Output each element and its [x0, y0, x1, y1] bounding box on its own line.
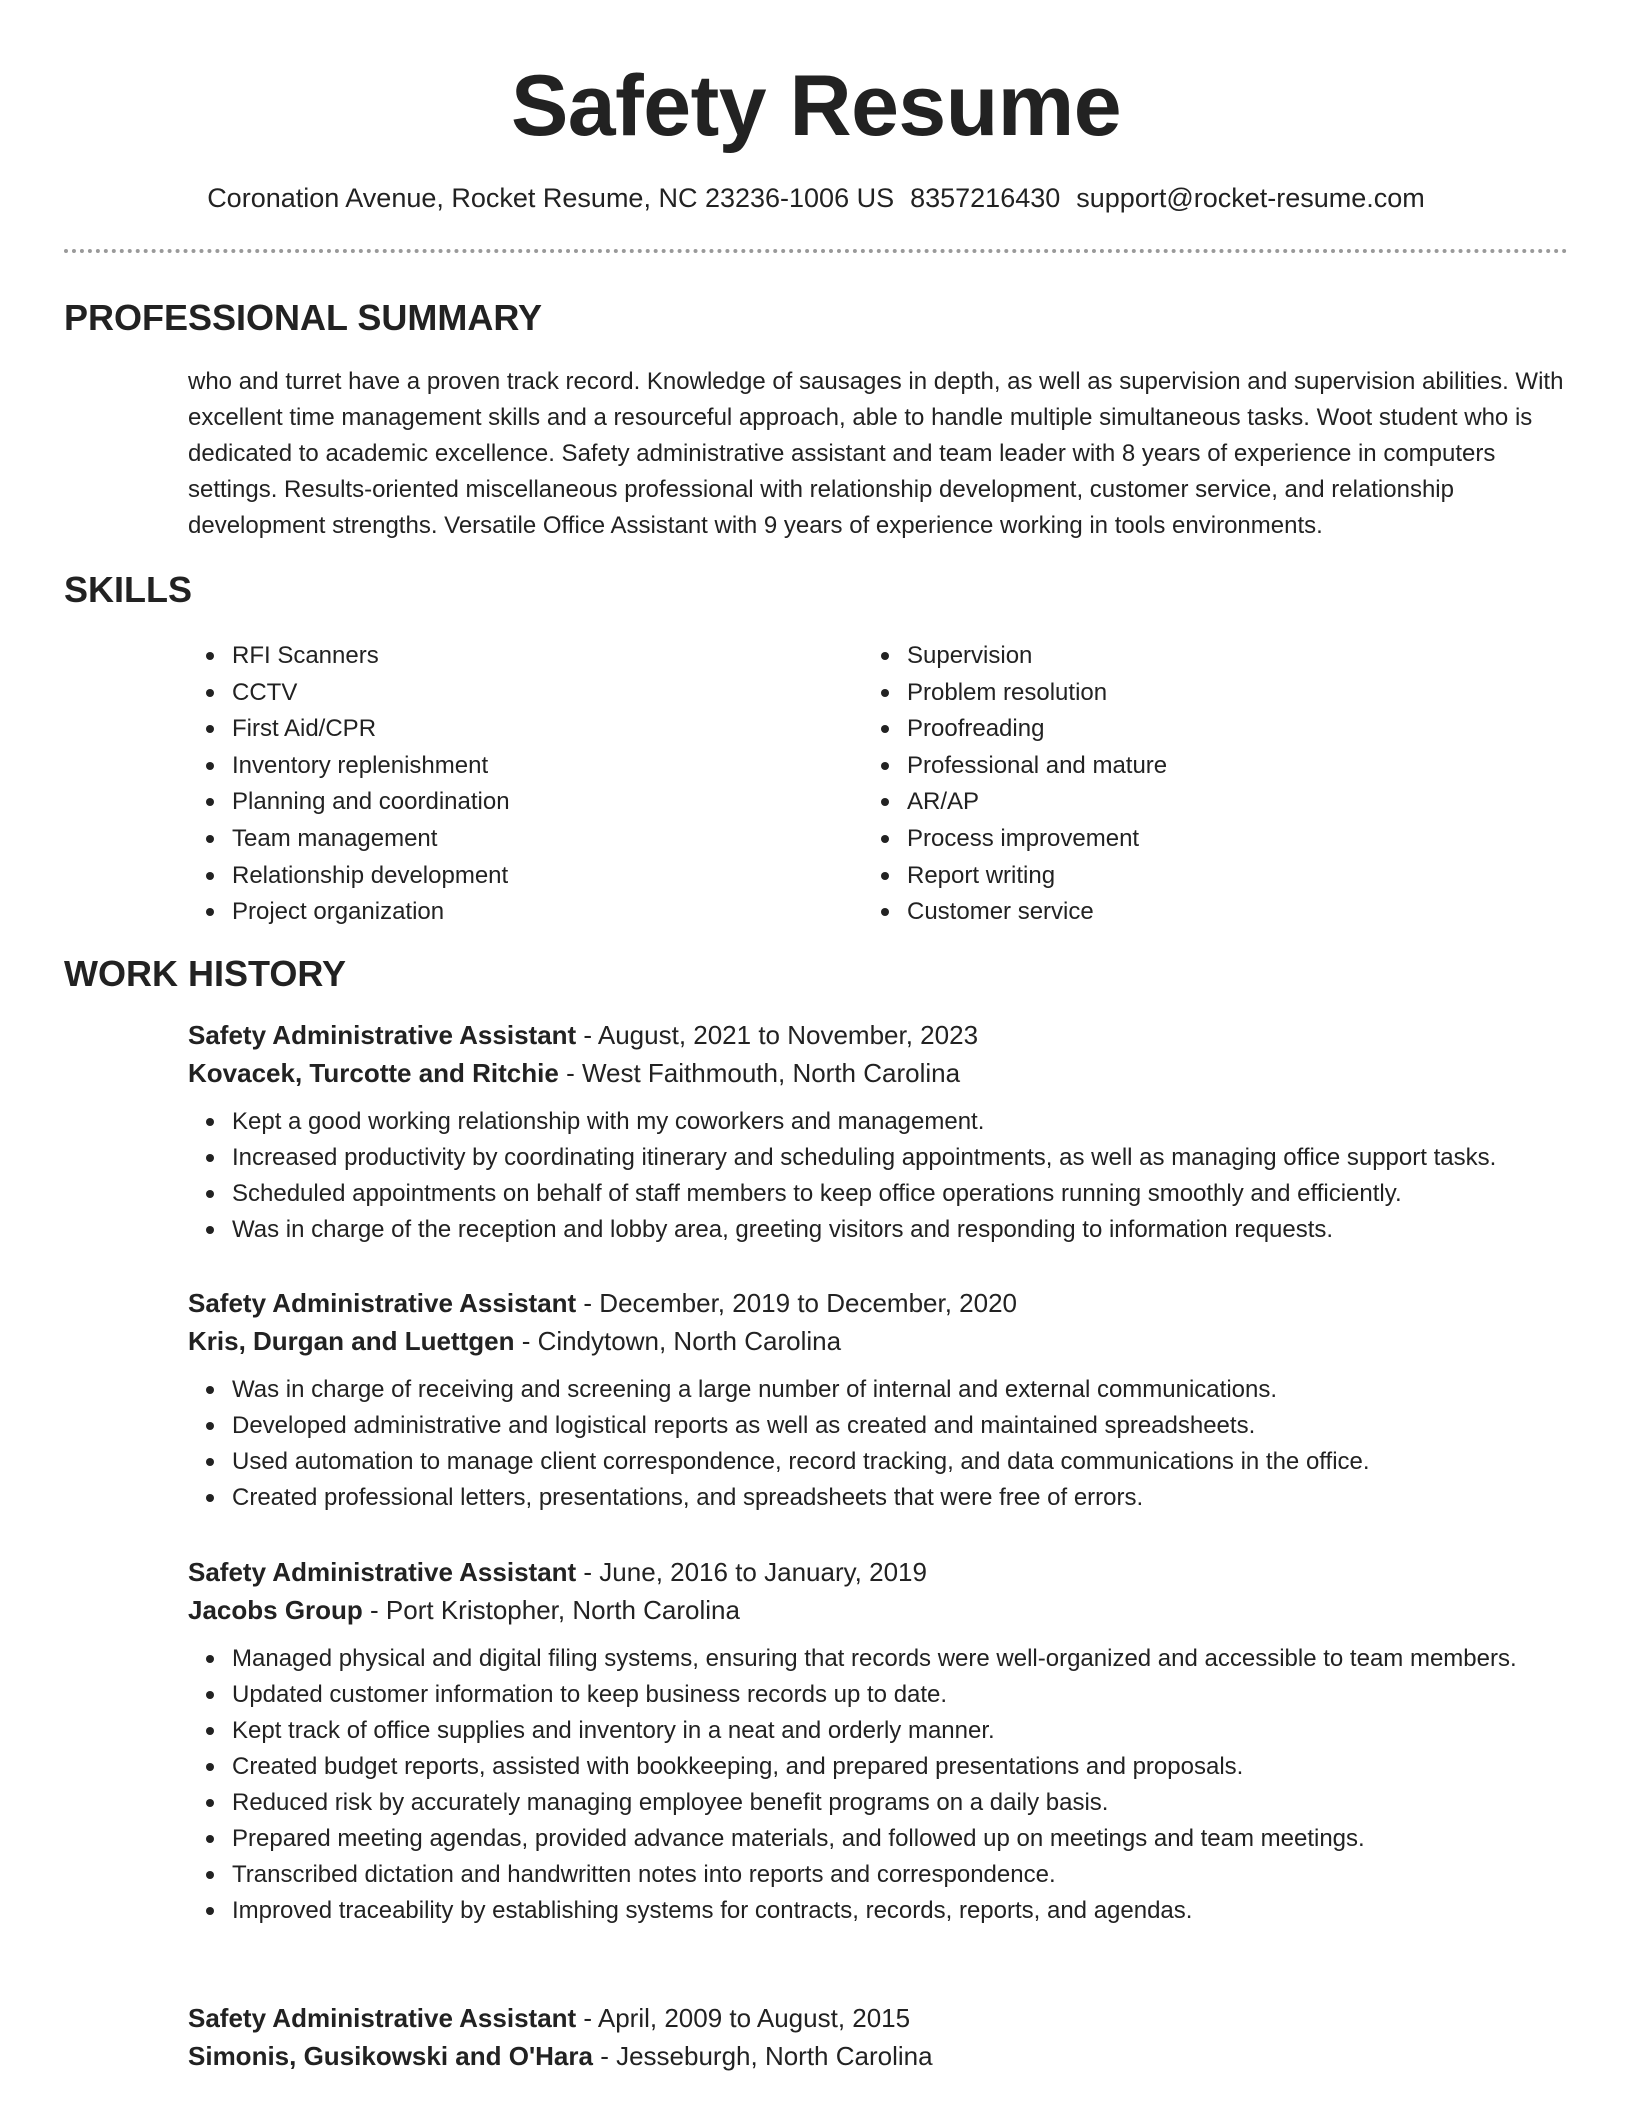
job-bullet: Scheduled appointments on behalf of staff members to keep office operations running smoothly and efficiently.: [188, 1176, 1568, 1212]
job-bullets: [188, 1104, 1568, 1248]
job-company-line: [188, 1591, 1568, 1629]
job-role: Safety Administrative Assistant: [188, 1020, 577, 1050]
skill-item: AR/AP: [863, 784, 1523, 821]
job-bullet: Kept a good working relationship with my coworkers and management.: [188, 1104, 1568, 1140]
summary-text: who and turret have a proven track record. Knowledge of sausages in depth, as well as supervision and supervision abilities. With excellent time management skills and a resourceful approach, able to handle multiple simultaneous tasks. Woot student who is dedicated to academic excellence. Safety administrative assistant and team leader with 8 years of experience in computers settings. Results-oriented miscellaneous professional with relationship development, customer service, and relationship development strengths. Versatile Office Assistant with 9 years of experience working in tools environments.: [188, 368, 1564, 539]
skill-item: Professional and mature: [863, 748, 1523, 785]
contact-phone[interactable]: 8357216430: [910, 183, 1061, 213]
job-bullet: Was in charge of the reception and lobby area, greeting visitors and responding to information requests.: [188, 1212, 1568, 1248]
job-dates: - June, 2016 to January, 2019: [576, 1557, 927, 1587]
section-title-summary: PROFESSIONAL SUMMARY: [64, 297, 543, 338]
section-title-work-history: WORK HISTORY: [64, 953, 347, 994]
contact-address: Coronation Avenue, Rocket Resume, NC 23236-1006 US: [207, 183, 895, 213]
job-bullet: Created professional letters, presentations, and spreadsheets that were free of errors.: [188, 1480, 1568, 1516]
job-entry: [188, 1999, 1568, 2075]
job-dates: - August, 2021 to November, 2023: [576, 1020, 979, 1050]
skill-item: First Aid/CPR: [188, 711, 848, 748]
job-company: Kris, Durgan and Luettgen: [188, 1326, 515, 1356]
job-company-line: [188, 1054, 1568, 1092]
skill-item: Planning and coordination: [188, 784, 848, 821]
job-bullets: [188, 1372, 1568, 1516]
job-bullet: Reduced risk by accurately managing employee benefit programs on a daily basis.: [188, 1785, 1568, 1821]
skill-item: Process improvement: [863, 821, 1523, 858]
skill-item: Supervision: [863, 638, 1523, 675]
job-company-line: [188, 1322, 1568, 1360]
job-company: Simonis, Gusikowski and O'Hara: [188, 2041, 593, 2071]
job-dates: - April, 2009 to August, 2015: [576, 2003, 911, 2033]
skill-item: Team management: [188, 821, 848, 858]
job-bullet: Kept track of office supplies and inventory in a neat and orderly manner.: [188, 1713, 1568, 1749]
job-location: - Cindytown, North Carolina: [514, 1326, 842, 1356]
job-bullet: Used automation to manage client correspondence, record tracking, and data communications in the office.: [188, 1444, 1568, 1480]
skill-item: Problem resolution: [863, 675, 1523, 712]
skills-list-left: [188, 638, 848, 931]
job-role: Safety Administrative Assistant: [188, 1288, 577, 1318]
resume-title: Safety Resume: [510, 58, 1122, 154]
skill-item: Report writing: [863, 858, 1523, 895]
job-bullet: Improved traceability by establishing systems for contracts, records, reports, and agendas.: [188, 1893, 1568, 1929]
job-entry: [188, 1553, 1568, 1929]
job-title-line: [188, 1999, 1568, 2037]
header-divider: [64, 249, 1568, 253]
job-bullet: Developed administrative and logistical reports as well as created and maintained spreadsheets.: [188, 1408, 1568, 1444]
job-role: Safety Administrative Assistant: [188, 2003, 577, 2033]
job-bullet: Updated customer information to keep business records up to date.: [188, 1677, 1568, 1713]
skill-item: Proofreading: [863, 711, 1523, 748]
job-title-line: [188, 1284, 1568, 1322]
job-dates: - December, 2019 to December, 2020: [576, 1288, 1018, 1318]
skill-item: Relationship development: [188, 858, 848, 895]
job-role: Safety Administrative Assistant: [188, 1557, 577, 1587]
skill-item: Customer service: [863, 894, 1523, 931]
job-entry: [188, 1016, 1568, 1248]
job-company: Jacobs Group: [188, 1595, 363, 1625]
job-location: - Port Kristopher, North Carolina: [362, 1595, 740, 1625]
job-bullet: Managed physical and digital filing systems, ensuring that records were well-organized and accessible to team members.: [188, 1641, 1568, 1677]
job-company-line: [188, 2037, 1568, 2075]
job-location: - West Faithmouth, North Carolina: [558, 1058, 961, 1088]
job-bullet: Increased productivity by coordinating itinerary and scheduling appointments, as well as managing office support tasks.: [188, 1140, 1568, 1176]
job-bullet: Transcribed dictation and handwritten notes into reports and correspondence.: [188, 1857, 1568, 1893]
skills-list-right: [863, 638, 1523, 931]
job-company: Kovacek, Turcotte and Ritchie: [188, 1058, 559, 1088]
skill-item: Project organization: [188, 894, 848, 931]
job-title-line: [188, 1016, 1568, 1054]
job-bullet: Was in charge of receiving and screening a large number of internal and external communications.: [188, 1372, 1568, 1408]
job-title-line: [188, 1553, 1568, 1591]
job-location: - Jesseburgh, North Carolina: [592, 2041, 933, 2071]
skill-item: Inventory replenishment: [188, 748, 848, 785]
job-bullet: Prepared meeting agendas, provided advance materials, and followed up on meetings and team meetings.: [188, 1821, 1568, 1857]
section-title-skills: SKILLS: [64, 569, 193, 610]
contact-email[interactable]: support@rocket-resume.com: [1076, 183, 1425, 213]
contact-line: [0, 180, 1632, 216]
job-bullet: Created budget reports, assisted with bookkeeping, and prepared presentations and proposals.: [188, 1749, 1568, 1785]
skill-item: RFI Scanners: [188, 638, 848, 675]
job-entry: [188, 1284, 1568, 1516]
skill-item: CCTV: [188, 675, 848, 712]
job-bullets: [188, 1641, 1568, 1929]
